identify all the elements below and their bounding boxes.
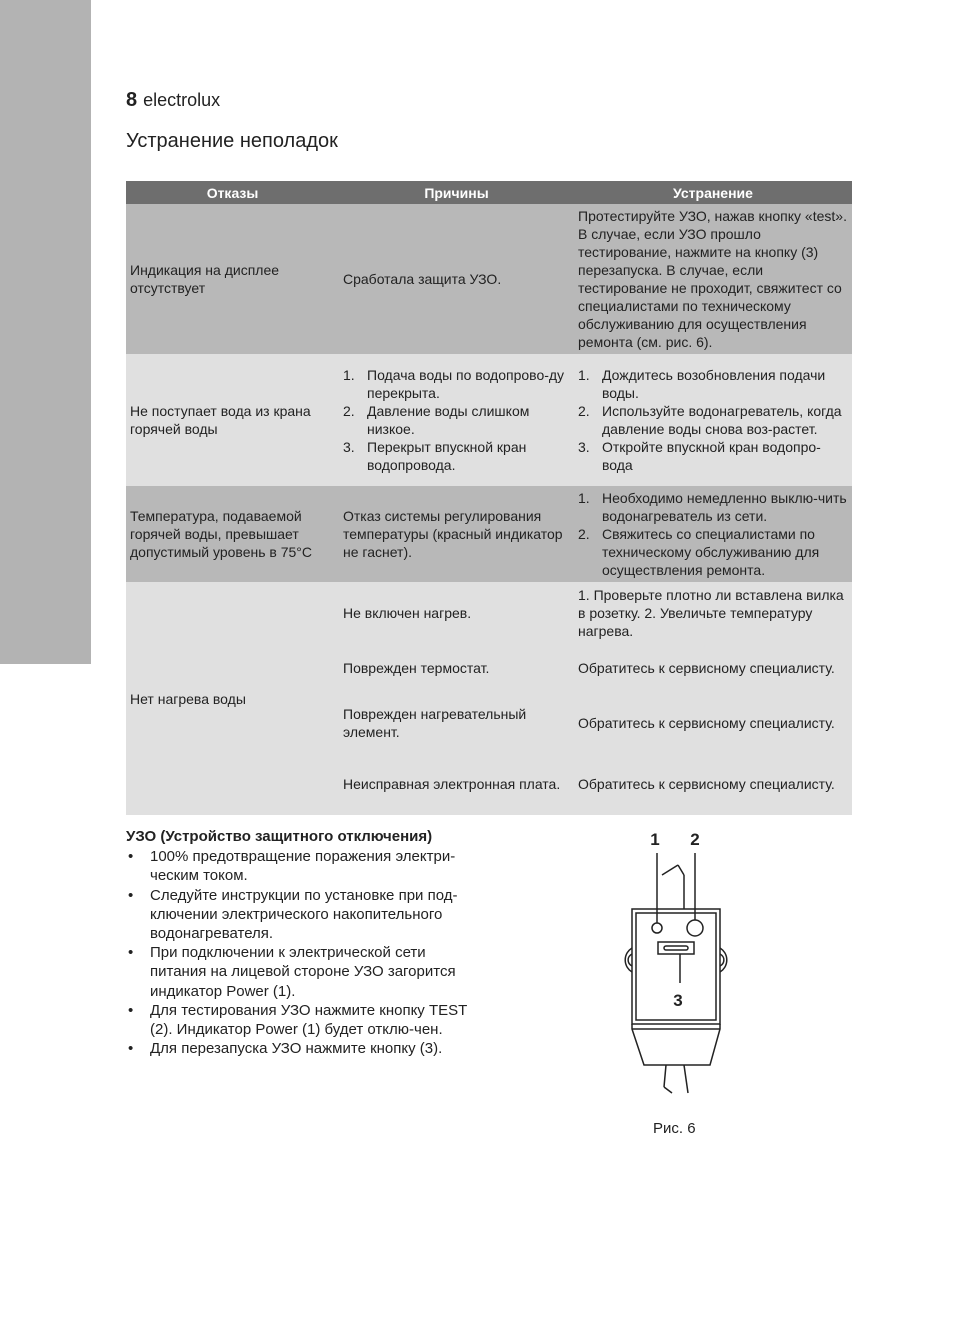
table-header-row — [126, 181, 852, 204]
rcd-section — [126, 827, 486, 1058]
cause-cell: Отказ системы регулирования температуры (красный индикатор не гаснет). — [339, 486, 574, 582]
remedy-cell: Протестируйте УЗО, нажав кнопку «test». В случае, если УЗО прошло тестирование, нажмите на кнопку (3) перезапуска. В случае, если тестирование не проходит, свяжитест со специалистами по техническому обслуживанию для осуществления ремонта (см. рис. 6). — [574, 204, 852, 354]
list-item: • 100% предотвращение поражения электри-ческим током. — [128, 848, 456, 885]
figure-caption: Рис. 6 — [653, 1120, 696, 1137]
remedy-cell: Обратитесь к сервисному специалисту. — [574, 693, 852, 753]
rcd-title: УЗО (Устройство защитного отключения) — [126, 828, 433, 845]
fault-cell: Температура, подаваемой горячей воды, превышает допустимый уровень в 75°C — [126, 486, 339, 582]
side-band — [0, 0, 91, 664]
cause-cell: Сработала защита УЗО. — [339, 204, 574, 354]
brand-name: electrolux — [143, 90, 221, 110]
list-item: 1. Необходимо немедленно выклю-чить водонагреватель из сети. — [578, 490, 847, 524]
cause-cell: Поврежден термостат. — [339, 643, 574, 693]
cause-cell — [339, 354, 574, 486]
remedy-cell — [574, 354, 852, 486]
page-number: 8 — [126, 89, 138, 111]
list-item: • Для тестирования УЗО нажмите кнопку TEST (2). Индикатор Power (1) будет отклю-чен. — [128, 1001, 468, 1039]
table-row — [126, 486, 852, 582]
rcd-bullet-list — [126, 847, 486, 1058]
fault-cell: Нет нагрева воды — [126, 582, 339, 815]
list-item: 2. Используйте водонагреватель, когда давление воды снова воз-растет. — [578, 403, 842, 437]
test-button — [687, 920, 703, 936]
header-remedies: Устранение — [574, 181, 852, 204]
fault-cell: Не поступает вода из крана горячей воды — [126, 354, 339, 486]
cause-cell: Не включен нагрев. — [339, 582, 574, 643]
table-row — [126, 204, 852, 354]
cause-cell: Поврежден нагревательный элемент. — [339, 693, 574, 753]
header-causes: Причины — [339, 181, 574, 204]
cable-line — [664, 1087, 672, 1093]
remedy-cell: Обратитесь к сервисному специалисту. — [574, 753, 852, 815]
table-row — [126, 354, 852, 486]
remedy-list — [578, 489, 848, 579]
troubleshooting-table — [126, 181, 852, 815]
header-faults: Отказы — [126, 181, 339, 204]
list-item: 2. Давление воды слишком низкое. — [343, 403, 530, 437]
list-item: 3. Перекрыт впускной кран водопровода. — [343, 439, 527, 473]
remedy-cell: Обратитесь к сервисному специалисту. — [574, 643, 852, 693]
list-item: • При подключении к электрической сети питания на лицевой стороне УЗО загорится индикатор Power (1). — [128, 944, 456, 1000]
list-item: 1. Дождитесь возобновления подачи воды. — [578, 367, 826, 401]
remedy-list — [578, 366, 848, 474]
power-indicator — [652, 923, 662, 933]
remedy-cell: 1. Проверьте плотно ли вставлена вилка в розетку. 2. Увеличьте температуру нагрева. — [574, 582, 852, 643]
cause-cell: Неисправная электронная плата. — [339, 753, 574, 815]
cable-line — [678, 865, 684, 875]
section-title: Устранение неполадок — [126, 130, 338, 152]
rcd-plug-diagram — [600, 825, 760, 1105]
list-item: • Для перезапуска УЗО нажмите кнопку (3). — [128, 1040, 443, 1058]
list-item: • Следуйте инструкции по установке при под-ключении электрического накопительного водонагревателя. — [128, 886, 458, 943]
reset-button-inner — [664, 946, 688, 950]
fault-cell: Индикация на дисплее отсутствует — [126, 204, 339, 354]
cable-line — [662, 865, 678, 875]
list-item: 3. Откройте впускной кран водопро-вода — [578, 439, 821, 473]
plug-taper — [632, 1024, 720, 1065]
label-1: 1 — [650, 830, 660, 849]
cable-line — [664, 1065, 666, 1087]
remedy-cell — [574, 486, 852, 582]
page-header — [126, 89, 220, 112]
label-2: 2 — [690, 830, 700, 849]
label-3: 3 — [673, 991, 683, 1010]
list-item: 2. Свяжитесь со специалистами по техническому обслуживанию для осуществления ремонта. — [578, 526, 820, 578]
table-row — [126, 582, 852, 643]
cable-line — [684, 1065, 688, 1093]
cause-list — [343, 366, 570, 474]
list-item: 1. Подача воды по водопрово-ду перекрыта. — [343, 367, 565, 401]
